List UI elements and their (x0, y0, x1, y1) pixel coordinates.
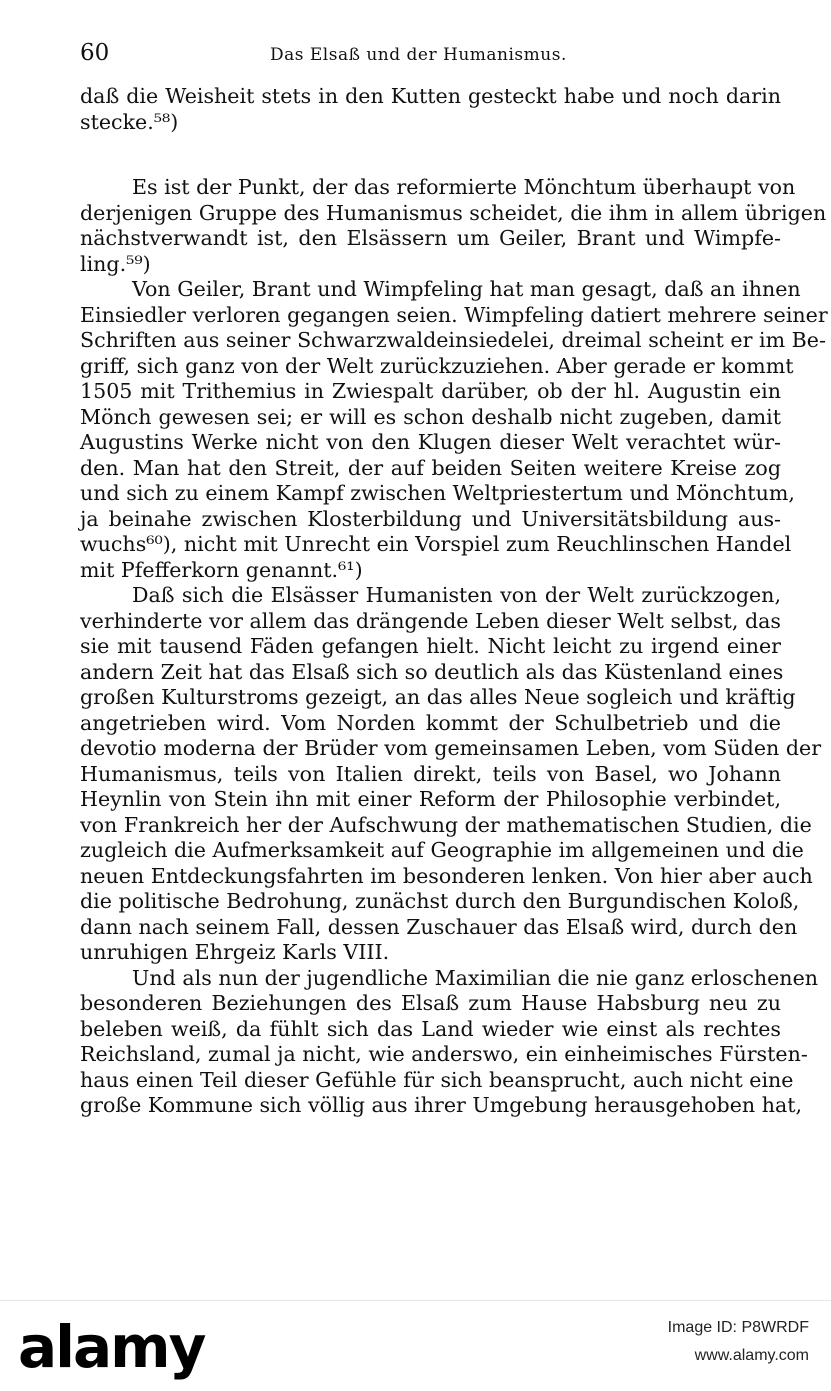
text-line: Augustins Werke nicht von den Klugen dieser Welt verachtet wür- (80, 430, 781, 454)
text-line: Und als nun der jugendliche Maximilian die nie ganz erloschenen (132, 965, 819, 990)
text-line: griff, sich ganz von der Welt zurückzuziehen. Aber gerade er kommt (80, 353, 794, 378)
text-line: unruhigen Ehrgeiz Karls VIII. (80, 940, 390, 964)
running-head: Das Elsaß und der Humanismus. (270, 45, 567, 65)
page-header (80, 40, 780, 70)
text-line: derjenigen Gruppe des Humanismus scheidet, die ihm in allem übrigen (80, 200, 827, 225)
text-line: beleben weiß, da fühlt sich das Land wieder wie einst als rechtes (80, 1016, 781, 1041)
paragraph-gap (80, 135, 781, 175)
text-line: die politische Bedrohung, zunächst durch den Burgundischen Koloß, (80, 889, 800, 913)
text-line: großen Kulturstroms gezeigt, an das alles Neue sogleich und kräftig (80, 685, 796, 709)
text-line: und sich zu einem Kampf zwischen Weltpriestertum und Mönchtum, (80, 481, 795, 505)
text-line: Von Geiler, Brant und Wimpfeling hat man gesagt, daß an ihnen (132, 277, 801, 301)
text-line: Einsiedler verloren gegangen seien. Wimpfeling datiert mehrere seiner (80, 302, 828, 327)
text-line: ling.⁵⁹) (80, 251, 151, 276)
text-line: Heynlin von Stein ihn mit einer Reform der Philosophie verbindet, (80, 787, 781, 811)
text-line: daß die Weisheit stets in den Kutten gesteckt habe und noch darin (80, 84, 781, 108)
text-line: 1505 mit Trithemius in Zwiespalt darüber, ob der hl. Augustin ein (80, 379, 781, 403)
text-line: nächstverwandt ist, den Elsässern um Geiler, Brant und Wimpfe- (80, 226, 781, 250)
text-line: dann nach seinem Fall, dessen Zuschauer das Elsaß wird, durch den (80, 914, 798, 939)
text-line: mit Pfefferkorn genannt.⁶¹) (80, 557, 363, 582)
text-line: haus einen Teil dieser Gefühle für sich beansprucht, auch nicht eine (80, 1067, 794, 1092)
text-line: ja beinahe zwischen Klosterbildung und Universitätsbildung aus- (80, 506, 781, 531)
text-line: von Frankreich her der Aufschwung der mathematischen Studien, die (80, 812, 812, 837)
text-line: besonderen Beziehungen des Elsaß zum Hause Habsburg neu zu (80, 991, 781, 1015)
page-number: 60 (80, 40, 110, 66)
text-line: große Kommune sich völlig aus ihrer Umgebung herausgehoben hat, (80, 1093, 803, 1117)
text-line: Schriften aus seiner Schwarzwaldeinsiedelei, dreimal scheint er im Be- (80, 328, 826, 352)
text-line: zugleich die Aufmerksamkeit auf Geographie im allgemeinen und die (80, 838, 804, 862)
stock-footer (0, 1300, 831, 1391)
site-url: www.alamy.com (694, 1347, 809, 1364)
alamy-logo: alamy (18, 1313, 205, 1381)
text-line: stecke.⁵⁸) (80, 109, 179, 134)
text-line: devotio moderna der Brüder vom gemeinsamen Leben, vom Süden der (80, 736, 822, 760)
text-line: Humanismus, teils von Italien direkt, teils von Basel, wo Johann (80, 761, 781, 786)
image-id-label: Image ID: P8WRDF (667, 1319, 809, 1336)
text-line: angetrieben wird. Vom Norden kommt der Schulbetrieb und die (80, 710, 781, 735)
body-text (80, 84, 828, 1119)
text-line: Daß sich die Elsässer Humanisten von der Welt zurückzogen, (132, 583, 781, 607)
text-line: andern Zeit hat das Elsaß sich so deutlich als das Küstenland eines (80, 659, 784, 684)
text-line: wuchs⁶⁰), nicht mit Unrecht ein Vorspiel zum Reuchlinschen Handel (80, 532, 792, 556)
text-line: verhinderte vor allem das drängende Leben dieser Welt selbst, das (80, 608, 781, 633)
text-line: Es ist der Punkt, der das reformierte Mönchtum überhaupt von (132, 175, 796, 199)
text-line: neuen Entdeckungsfahrten im besonderen lenken. Von hier aber auch (80, 863, 813, 888)
text-line: Mönch gewesen sei; er will es schon deshalb nicht zugeben, damit (80, 404, 781, 429)
text-line: sie mit tausend Fäden gefangen hielt. Nicht leicht zu irgend einer (80, 634, 781, 658)
text-line: Reichsland, zumal ja nicht, wie anderswo, ein einheimisches Fürsten- (80, 1042, 808, 1066)
text-line: den. Man hat den Streit, der auf beiden Seiten weitere Kreise zog (80, 455, 781, 480)
